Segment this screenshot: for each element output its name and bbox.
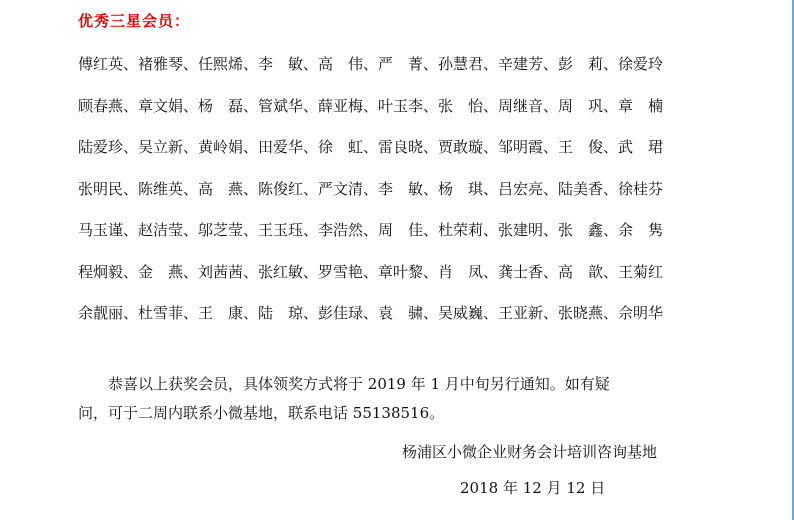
name-row [78, 52, 738, 94]
section-heading: 优秀三星会员： [78, 12, 191, 30]
name-row-text: 程炯毅、金 燕、刘茜茜、张红敏、罗雪艳、章叶黎、肖 凤、龚士香、高 歆、王菊红 [78, 262, 664, 281]
name-row [78, 94, 738, 136]
name-row-text: 张明民、陈维英、高 燕、陈俊红、严文清、李 敏、杨 琪、吕宏亮、陆美香、徐桂芬 [78, 179, 664, 198]
signature: 杨浦区小微企业财务会计培训咨询基地 [402, 443, 658, 461]
member-name-list [78, 52, 738, 343]
name-row-text: 陆爱珍、吴立新、黄岭娟、田爱华、徐 虹、雷良晓、贾敢璇、邹明霞、王 俊、武 珺 [78, 138, 664, 156]
name-row [78, 301, 738, 343]
name-row [78, 260, 738, 302]
name-row [78, 218, 738, 260]
notice-line-1: 恭喜以上获奖会员，具体领奖方式将于 2019 年 1 月中旬另行通知。如有疑 [108, 375, 610, 393]
name-row-text: 顾春燕、章文娟、杨 磊、管斌华、薛亚梅、叶玉李、张 怡、周继音、周 巩、章 楠 [78, 96, 664, 115]
name-row [78, 177, 738, 219]
name-row [78, 135, 738, 177]
name-row-text: 余靓丽、杜雪菲、王 康、陆 琼、彭佳琭、袁 骕、吴威巍、王亚新、张晓燕、佘明华 [78, 304, 664, 322]
name-row-text: 马玉谨、赵洁莹、邬芝莹、王玉珏、李浩然、周 佳、杜荣莉、张建明、张 鑫、余 隽 [78, 221, 664, 239]
date: 2018 年 12 月 12 日 [460, 479, 606, 497]
name-row-text: 傅红英、褚雅琴、任熙烯、李 敏、高 伟、严 菁、孙慧君、辛建芳、彭 莉、徐爱玲 [78, 55, 664, 73]
notice-paragraph [78, 370, 718, 428]
notice-line-2: 问，可于二周内联系小微基地，联系电话 55138516。 [78, 404, 445, 422]
